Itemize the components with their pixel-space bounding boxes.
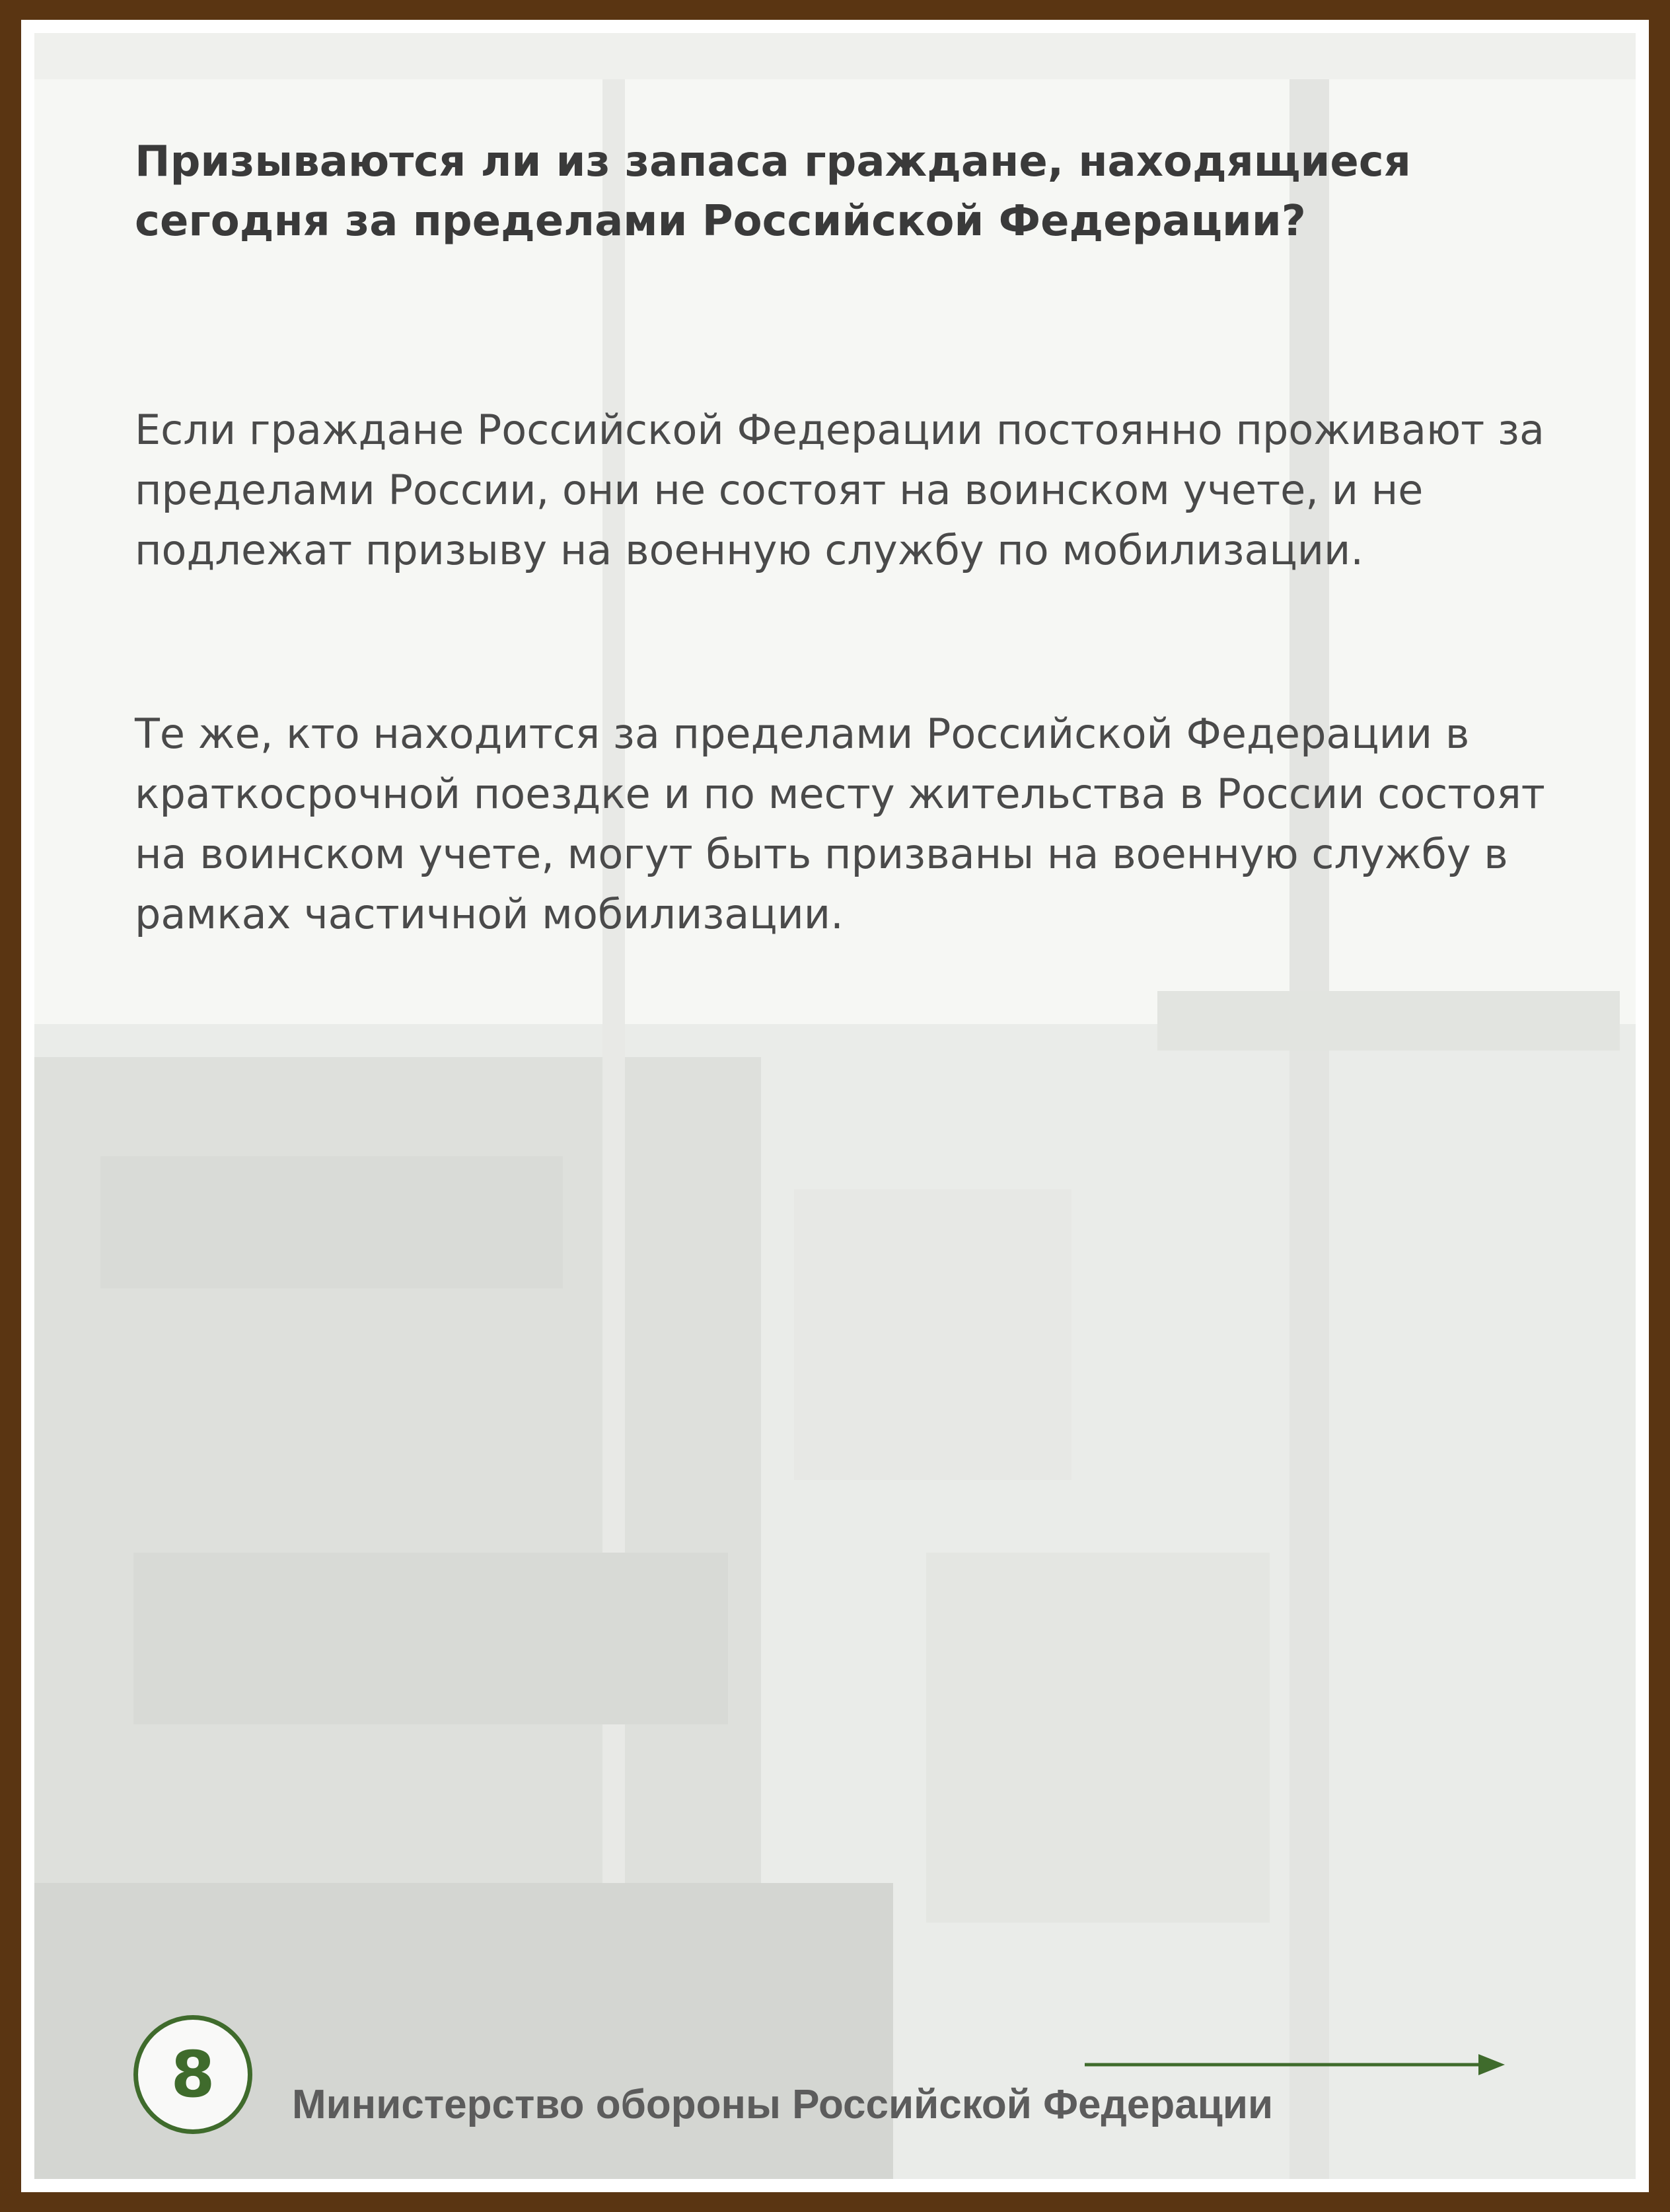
- ministry-footer: Министерство обороны Российской Федерации: [292, 2082, 1274, 2127]
- answer-paragraph-1: Если граждане Российской Федерации постоянно проживают за пределами России, они не состоят на воинском учете, и не подлежат призыву на военную службу по мобилизации.: [135, 406, 1544, 574]
- page-number: 8: [170, 2038, 215, 2112]
- info-card: [34, 33, 1636, 2179]
- question-heading: Призываются ли из запаса граждане, находящиеся сегодня за пределами Российской Федерации?: [135, 137, 1411, 246]
- arrow-right-icon[interactable]: [1085, 2051, 1507, 2078]
- answer-paragraph-2: Те же, кто находится за пределами Российской Федерации в краткосрочной поездке и по месту жительства в России состоят на воинском учете, могут быть призваны на военную службу в рамках частичной мобилизации.: [135, 710, 1545, 938]
- light-overlay: [34, 33, 1636, 2179]
- page-number-badge: [133, 2015, 252, 2134]
